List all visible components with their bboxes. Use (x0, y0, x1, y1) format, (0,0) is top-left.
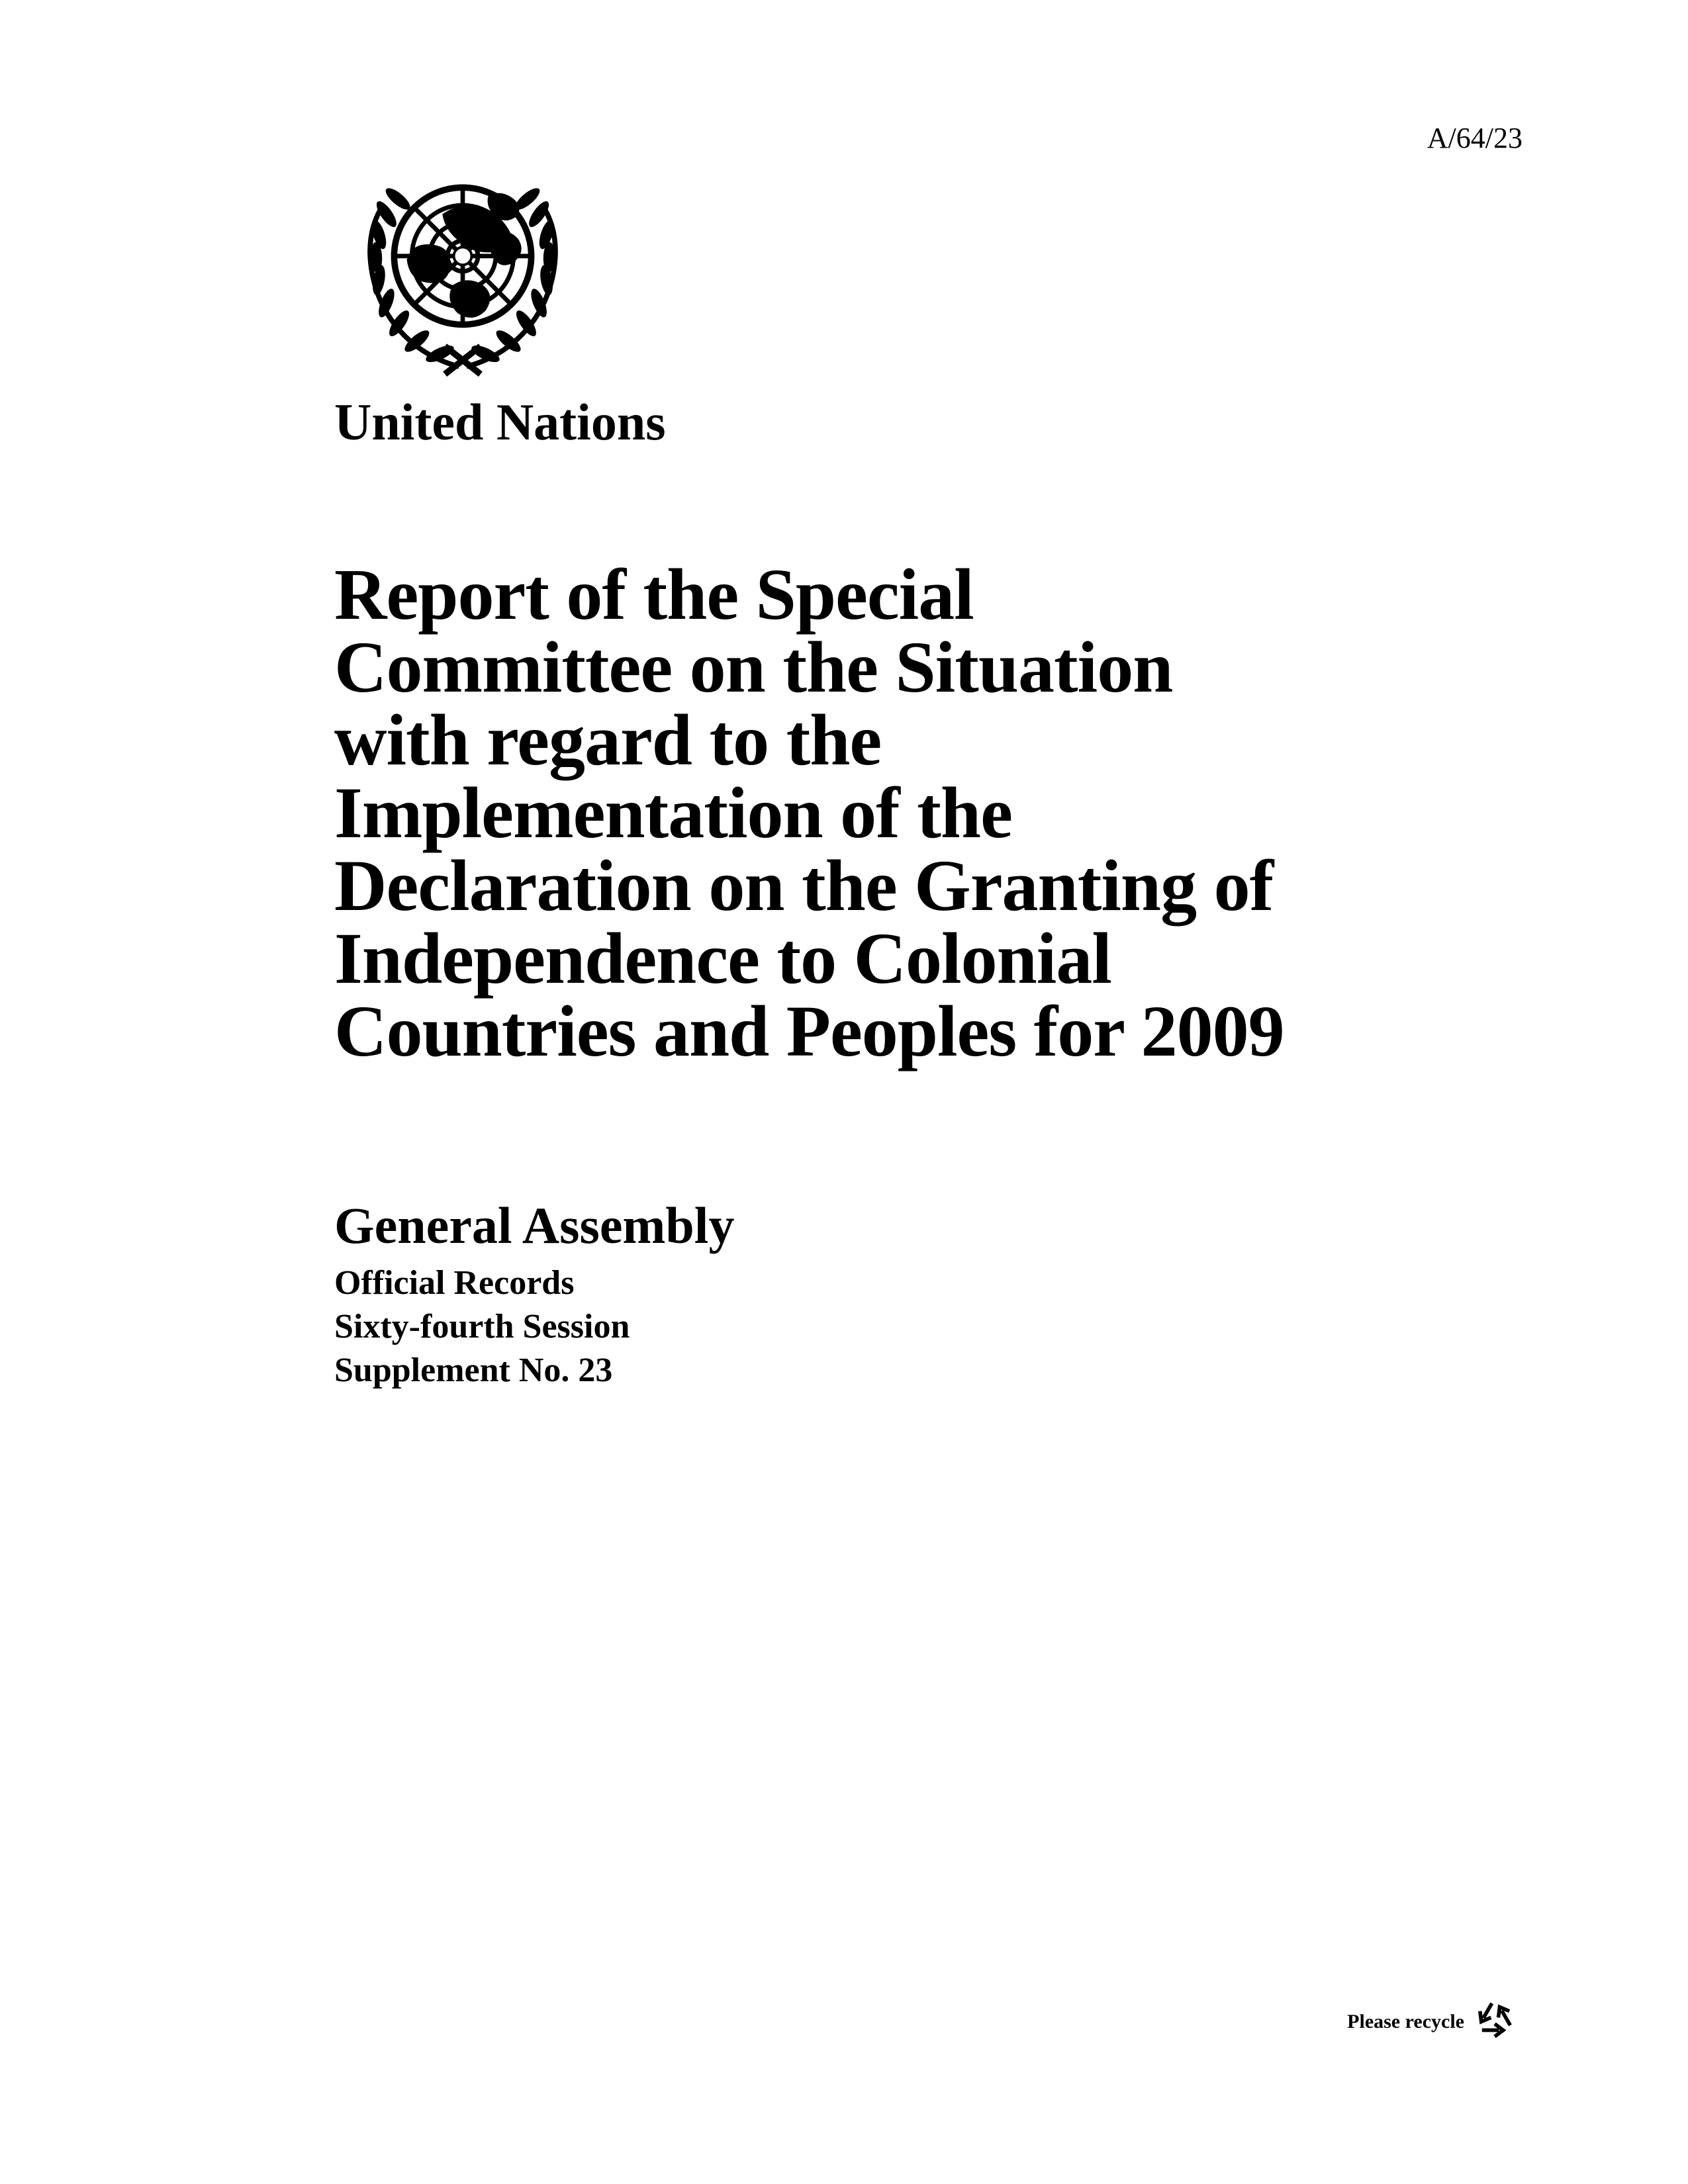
session-info-block (334, 1197, 735, 1392)
report-title-line: Declaration on the Granting of (334, 845, 1274, 926)
un-emblem-icon (334, 161, 591, 379)
official-records-line: Official Records (334, 1264, 575, 1302)
report-title-line: Implementation of the (334, 772, 1012, 853)
report-title-line: Countries and Peoples for 2009 (334, 991, 1284, 1071)
recycle-icon (1468, 1987, 1521, 2040)
organization-name: United Nations (334, 393, 666, 451)
supplement-number-line: Supplement No. 23 (334, 1351, 613, 1389)
report-title (334, 554, 1284, 1071)
report-title-line: Committee on the Situation (334, 627, 1173, 707)
report-title-line: with regard to the (334, 700, 882, 780)
recycle-note (1347, 1987, 1521, 2040)
recycle-label: Please recycle (1347, 2011, 1464, 2032)
session-number-line: Sixty-fourth Session (334, 1308, 630, 1345)
report-title-line: Report of the Special (334, 554, 974, 635)
report-title-line: Independence to Colonial (334, 918, 1111, 999)
assembly-body-name: General Assembly (334, 1197, 735, 1254)
document-symbol: A/64/23 (1427, 122, 1523, 154)
